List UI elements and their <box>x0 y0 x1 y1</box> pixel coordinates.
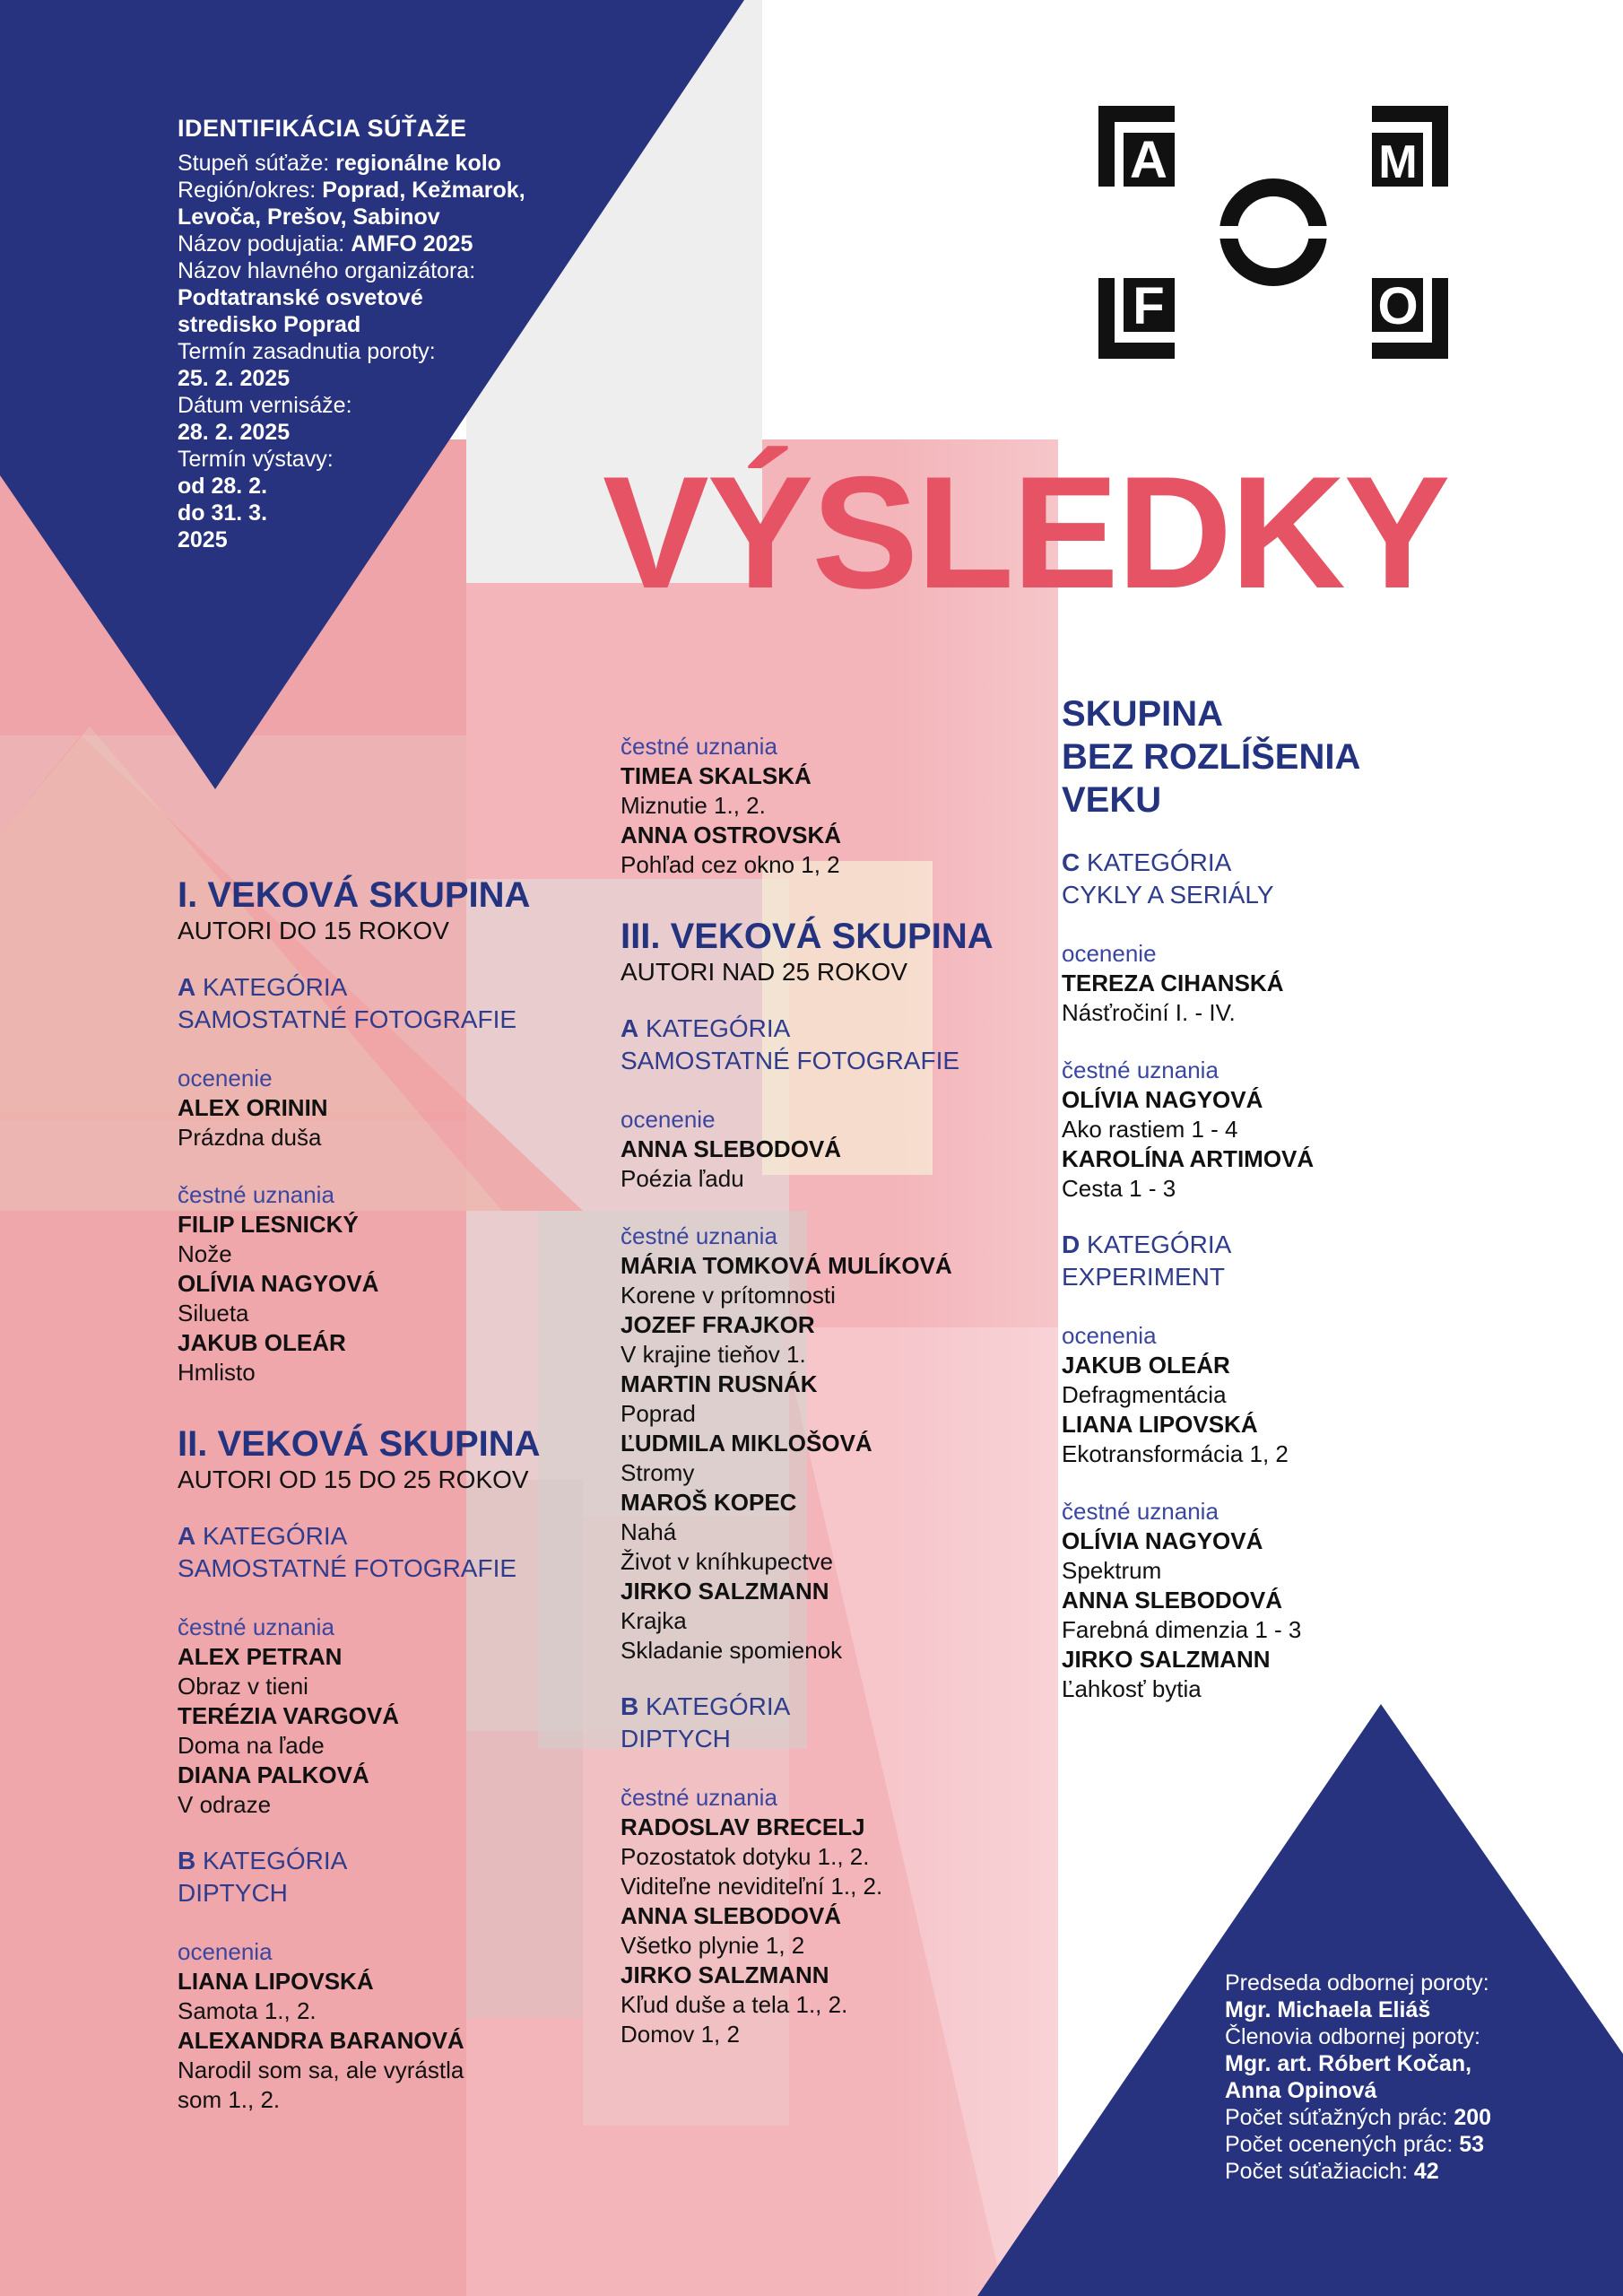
category-letter: B <box>621 1692 639 1720</box>
award-label: čestné uznania <box>178 1613 334 1640</box>
work-title: Poprad <box>621 1400 696 1427</box>
category-label: KATEGÓRIA <box>195 973 348 1001</box>
id-line: Názov hlavného organizátora: <box>178 258 476 283</box>
category-label: KATEGÓRIA <box>1080 848 1232 876</box>
category-letter: C <box>1062 848 1081 876</box>
category-letter: A <box>178 1522 196 1550</box>
category-name: DIPTYCH <box>178 1879 288 1907</box>
jury-line: Mgr. Michaela Eliáš <box>1225 1997 1431 2022</box>
work-title: Silueta <box>178 1300 249 1326</box>
id-line: Stupeň súťaže: regionálne kolo <box>178 151 501 176</box>
logo-letter-o: O <box>1377 277 1419 335</box>
id-line: Región/okres: Poprad, Kežmarok, <box>178 178 525 203</box>
author-name: JIRKO SALZMANN <box>621 1961 829 1988</box>
work-title: Korene v prítomnosti <box>621 1282 836 1309</box>
logo-letter-a: A <box>1130 131 1167 189</box>
id-line: do 31. 3. <box>178 500 268 526</box>
author-name: LIANA LIPOVSKÁ <box>178 1968 374 1995</box>
id-line: Levoča, Prešov, Sabinov <box>178 204 440 230</box>
identification-title: IDENTIFIKÁCIA SÚŤAŽE <box>178 115 467 142</box>
jury-line: Počet ocenených prác: 53 <box>1225 2132 1485 2157</box>
id-line: od 28. 2. <box>178 474 268 499</box>
group-subtitle: AUTORI OD 15 DO 25 ROKOV <box>178 1465 529 1493</box>
category-name: SAMOSTATNÉ FOTOGRAFIE <box>178 1554 517 1582</box>
category-name: CYKLY A SERIÁLY <box>1062 881 1274 909</box>
work-title: Nahá <box>621 1518 677 1545</box>
jury-line: Predseda odbornej poroty: <box>1225 1970 1489 1996</box>
work-title: Defragmentácia <box>1062 1381 1227 1408</box>
work-title: Spektrum <box>1062 1557 1162 1584</box>
category-label: KATEGÓRIA <box>638 1692 791 1720</box>
jury-line: Počet súťažiacich: 42 <box>1225 2159 1439 2184</box>
jury-block <box>1225 1970 1601 2185</box>
work-title: Farebná dimenzia 1 - 3 <box>1062 1616 1302 1643</box>
category-name: SAMOSTATNÉ FOTOGRAFIE <box>178 1005 517 1033</box>
award-label: čestné uznania <box>621 1222 777 1249</box>
category-heading <box>621 1013 1042 1045</box>
category-name: EXPERIMENT <box>1062 1263 1226 1291</box>
author-name: LIANA LIPOVSKÁ <box>1062 1411 1258 1438</box>
work-title: Poézia ľadu <box>621 1165 744 1192</box>
author-name: ALEXANDRA BARANOVÁ <box>178 2027 464 2054</box>
work-title: Domov 1, 2 <box>621 2021 740 2048</box>
category-label: KATEGÓRIA <box>638 1014 791 1042</box>
award-label: ocenenie <box>621 1106 716 1133</box>
author-name: DIANA PALKOVÁ <box>178 1761 369 1788</box>
category-label: KATEGÓRIA <box>1080 1231 1232 1258</box>
author-name: JOZEF FRAJKOR <box>621 1311 815 1338</box>
group-heading: VEKU <box>1062 780 1162 820</box>
award-label: čestné uznania <box>621 733 777 760</box>
group-subtitle: AUTORI NAD 25 ROKOV <box>621 958 908 986</box>
group-heading: SKUPINA <box>1062 694 1224 734</box>
category-heading <box>178 1520 581 1552</box>
author-name: ĽUDMILA MIKLOŠOVÁ <box>621 1430 872 1457</box>
award-label: ocenenia <box>1062 1322 1157 1349</box>
group-subtitle: AUTORI DO 15 ROKOV <box>178 917 449 944</box>
jury-line: Počet súťažných prác: 200 <box>1225 2105 1492 2130</box>
author-name: MARTIN RUSNÁK <box>621 1370 818 1397</box>
work-title: Pohľad cez okno 1, 2 <box>621 851 840 878</box>
work-title: Cesta 1 - 3 <box>1062 1175 1176 1202</box>
author-name: TIMEA SKALSKÁ <box>621 762 812 789</box>
author-name: OLÍVIA NAGYOVÁ <box>1062 1086 1263 1113</box>
work-title: Prázdna duša <box>178 1124 322 1151</box>
work-title: Miznutie 1., 2. <box>621 792 766 819</box>
work-title: Obraz v tieni <box>178 1673 308 1700</box>
logo-letter-m: M <box>1378 136 1418 188</box>
award-label: ocenenie <box>1062 940 1157 967</box>
category-heading <box>1062 1229 1447 1261</box>
work-title: Kľud duše a tela 1., 2. <box>621 1991 848 2018</box>
work-title: Nože <box>178 1240 232 1267</box>
author-name: ALEX ORININ <box>178 1094 328 1121</box>
category-label: KATEGÓRIA <box>195 1522 348 1550</box>
category-heading <box>178 971 581 1004</box>
award-label: čestné uznania <box>1062 1057 1219 1083</box>
jury-line: Anna Opinová <box>1225 2078 1377 2103</box>
work-title: Doma na ľade <box>178 1732 325 1759</box>
category-heading <box>1062 847 1447 879</box>
work-title: Hmlisto <box>178 1359 256 1386</box>
work-title: V krajine tieňov 1. <box>621 1341 806 1368</box>
amfo-logo <box>1098 106 1448 359</box>
column-3 <box>1062 692 1447 1704</box>
author-name: OLÍVIA NAGYOVÁ <box>178 1270 379 1297</box>
award-label: ocenenie <box>178 1065 273 1091</box>
work-title: Krajka <box>621 1607 687 1634</box>
id-line: 2025 <box>178 527 228 552</box>
group-heading: BEZ ROZLÍŠENIA <box>1062 737 1361 777</box>
work-title: Ľahkosť bytia <box>1062 1675 1202 1702</box>
id-line: 25. 2. 2025 <box>178 366 291 391</box>
author-name: TEREZA CIHANSKÁ <box>1062 970 1284 996</box>
category-name: DIPTYCH <box>621 1725 731 1752</box>
id-line: Podtatranské osvetové <box>178 285 423 310</box>
author-name: JAKUB OLEÁR <box>178 1329 346 1356</box>
work-title: Ako rastiem 1 - 4 <box>1062 1116 1238 1143</box>
work-title: Skladanie spomienok <box>621 1637 843 1664</box>
author-name: KAROLÍNA ARTIMOVÁ <box>1062 1145 1315 1172</box>
category-label: KATEGÓRIA <box>195 1847 348 1874</box>
logo-letter-f: F <box>1133 277 1165 335</box>
work-title: Samota 1., 2. <box>178 1997 317 2024</box>
award-label: ocenenia <box>178 1938 273 1965</box>
work-title: V odraze <box>178 1791 272 1818</box>
author-name: JAKUB OLEÁR <box>1062 1352 1230 1378</box>
work-title: Viditeľne neviditeľní 1., 2. <box>621 1873 883 1900</box>
category-letter: D <box>1062 1231 1081 1258</box>
work-title: som 1., 2. <box>178 2086 281 2113</box>
work-title: Život v kníhkupectve <box>621 1548 833 1575</box>
work-title: Ekotransformácia 1, 2 <box>1062 1440 1289 1467</box>
jury-line: Členovia odbornej poroty: <box>1225 2024 1480 2049</box>
id-line: Termín zasadnutia poroty: <box>178 339 436 364</box>
work-title: Všetko plynie 1, 2 <box>621 1932 805 1959</box>
award-label: čestné uznania <box>178 1181 334 1208</box>
category-letter: A <box>178 973 196 1001</box>
award-label: čestné uznania <box>1062 1498 1219 1525</box>
identification-block <box>178 115 599 553</box>
jury-line: Mgr. art. Róbert Kočan, <box>1225 2051 1472 2076</box>
author-name: MAROŠ KOPEC <box>621 1489 797 1516</box>
age-group-heading: I. VEKOVÁ SKUPINA <box>178 875 531 915</box>
id-line: Dátum vernisáže: <box>178 393 352 418</box>
author-name: ANNA SLEBODOVÁ <box>621 1902 842 1929</box>
id-line: 28. 2. 2025 <box>178 420 291 445</box>
author-name: ANNA SLEBODOVÁ <box>1062 1587 1283 1613</box>
author-name: JIRKO SALZMANN <box>621 1578 829 1605</box>
author-name: ALEX PETRAN <box>178 1643 343 1670</box>
work-title: Pozostatok dotyku 1., 2. <box>621 1843 870 1870</box>
award-label: čestné uznania <box>621 1784 777 1811</box>
page-title: VÝSLEDKY <box>603 443 1449 622</box>
author-name: TERÉZIA VARGOVÁ <box>178 1702 400 1729</box>
category-heading <box>621 1691 1042 1723</box>
category-name: SAMOSTATNÉ FOTOGRAFIE <box>621 1047 960 1074</box>
work-title: Násťročiní I. - IV. <box>1062 999 1236 1026</box>
id-line: stredisko Poprad <box>178 312 361 337</box>
author-name: JIRKO SALZMANN <box>1062 1646 1271 1673</box>
category-heading <box>178 1845 581 1877</box>
author-name: FILIP LESNICKÝ <box>178 1211 359 1238</box>
id-line: Termín výstavy: <box>178 447 334 472</box>
age-group-heading: III. VEKOVÁ SKUPINA <box>621 917 994 956</box>
age-group-heading: II. VEKOVÁ SKUPINA <box>178 1424 541 1464</box>
author-name: MÁRIA TOMKOVÁ MULÍKOVÁ <box>621 1252 952 1279</box>
author-name: ANNA OSTROVSKÁ <box>621 822 842 848</box>
id-line: Názov podujatia: AMFO 2025 <box>178 231 473 257</box>
work-title: Stromy <box>621 1459 695 1486</box>
category-letter: B <box>178 1847 196 1874</box>
column-1 <box>178 874 581 2115</box>
author-name: RADOSLAV BRECELJ <box>621 1813 865 1840</box>
author-name: ANNA SLEBODOVÁ <box>621 1135 842 1162</box>
author-name: OLÍVIA NAGYOVÁ <box>1062 1527 1263 1554</box>
work-title: Narodil som sa, ale vyrástla <box>178 2057 464 2083</box>
category-letter: A <box>621 1014 639 1042</box>
column-2 <box>621 731 1042 2049</box>
